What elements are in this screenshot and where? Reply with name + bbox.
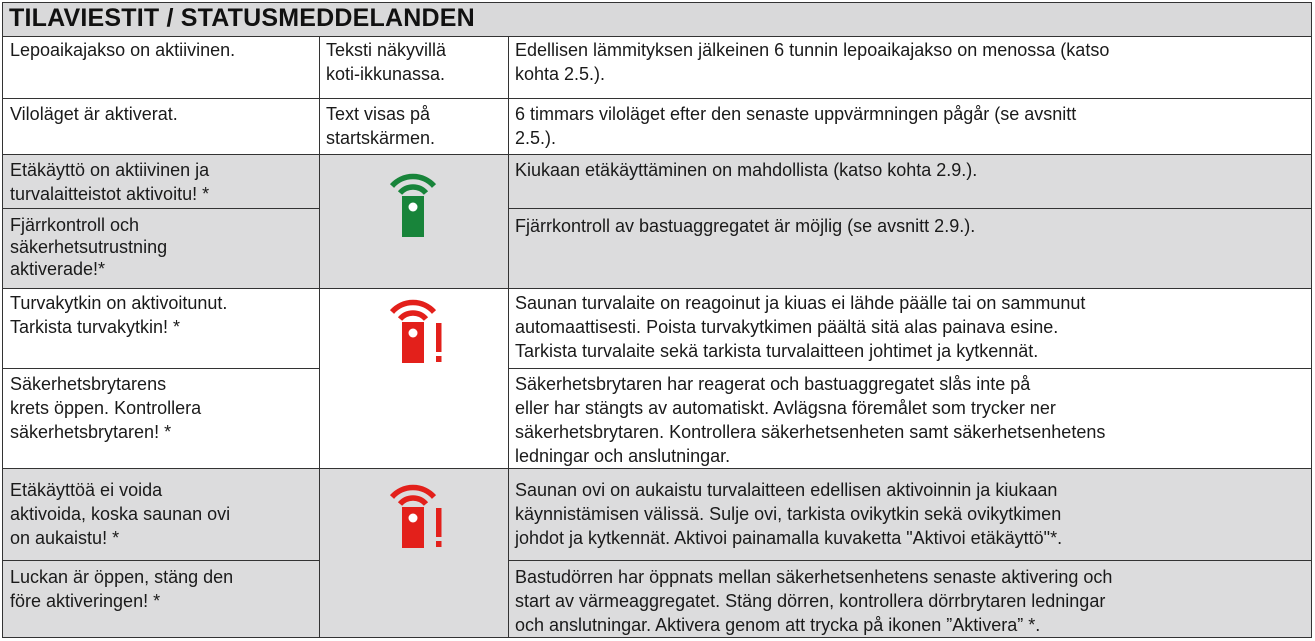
row-divider — [3, 468, 1311, 469]
status-cell: Säkerhetsbrytarens krets öppen. Kontrollera säkerhetsbrytaren! * — [10, 374, 202, 442]
status-cell: Viloläget är aktiverat. — [10, 104, 178, 124]
display-cell: Teksti näkyvillä koti-ikkunassa. — [326, 40, 447, 84]
description-cell: 6 timmars viloläget efter den senaste uppvärmningen pågår (se avsnitt 2.5.). — [515, 104, 1077, 148]
column-divider — [508, 36, 509, 637]
description-cell: Fjärrkontroll av bastuaggregatet är möjlig (se avsnitt 2.9.). — [515, 216, 976, 236]
row-divider — [3, 368, 319, 369]
status-message-table — [2, 2, 1312, 638]
description-cell: Saunan turvalaite on reagoinut ja kiuas ei lähde päälle tai on sammunut automaattisesti. Poista turvakytkimen päältä sitä alas painava esine. Tarkista turvalaite sekä tarkista turvalaitteen johtimet ja kytkennät. — [515, 293, 1086, 361]
status-cell: Turvakytkin on aktivoitunut. Tarkista turvakytkin! * — [10, 293, 228, 337]
row-divider — [508, 208, 1311, 209]
door-open-alert-icon — [389, 480, 449, 552]
row-divider — [3, 154, 1311, 155]
row-divider — [3, 560, 319, 561]
remote-active-icon — [389, 169, 441, 241]
row-divider — [508, 368, 1311, 369]
column-divider — [319, 36, 320, 637]
row-divider — [3, 208, 319, 209]
row-divider — [3, 98, 1311, 99]
remote-alert-icon — [389, 295, 449, 367]
status-cell: Etäkäyttöä ei voida aktivoida, koska saunan ovi on aukaistu! * — [10, 480, 231, 548]
description-cell: Edellisen lämmityksen jälkeinen 6 tunnin lepoaikajakso on menossa (katso kohta 2.5.). — [515, 40, 1110, 84]
status-cell: Etäkäyttö on aktiivinen ja turvalaitteistot aktivoitu! * — [10, 160, 210, 204]
status-cell: Luckan är öppen, stäng den före aktiveringen! * — [10, 567, 234, 611]
description-cell: Säkerhetsbrytaren har reagerat och bastuaggregatet slås inte på eller har stängts av automatiskt. Avlägsna föremålet som trycker ner säkerhetsbrytaren. Kontrollera säkerhetsenheten samt säkerhetsenhetens ledningar och anslutningar. — [515, 374, 1106, 466]
status-cell: Fjärrkontroll och säkerhetsutrustning aktiverade!* — [10, 215, 168, 279]
description-cell: Bastudörren har öppnats mellan säkerhetsenhetens senaste aktivering och start av värmeaggregatet. Stäng dörren, kontrollera dörrbrytaren ledningar och anslutningar. Aktivera genom att trycka på ikonen ”Aktivera” *. — [515, 567, 1113, 635]
page-title: TILAVIESTIT / STATUSMEDDELANDEN — [9, 4, 475, 32]
table-header — [3, 3, 1311, 37]
display-cell: Text visas på startskärmen. — [326, 104, 436, 148]
row-divider — [508, 560, 1311, 561]
description-cell: Kiukaan etäkäyttäminen on mahdollista (katso kohta 2.9.). — [515, 160, 978, 180]
row-divider — [3, 288, 1311, 289]
status-cell: Lepoaikajakso on aktiivinen. — [10, 40, 236, 60]
description-cell: Saunan ovi on aukaistu turvalaitteen edellisen aktivoinnin ja kiukaan käynnistämisen välissä. Sulje ovi, tarkista ovikytkin sekä ovikytkimen johdot ja kytkennät. Aktivoi painamalla kuvaketta "Aktivoi etäkäyttö"*. — [515, 480, 1063, 548]
